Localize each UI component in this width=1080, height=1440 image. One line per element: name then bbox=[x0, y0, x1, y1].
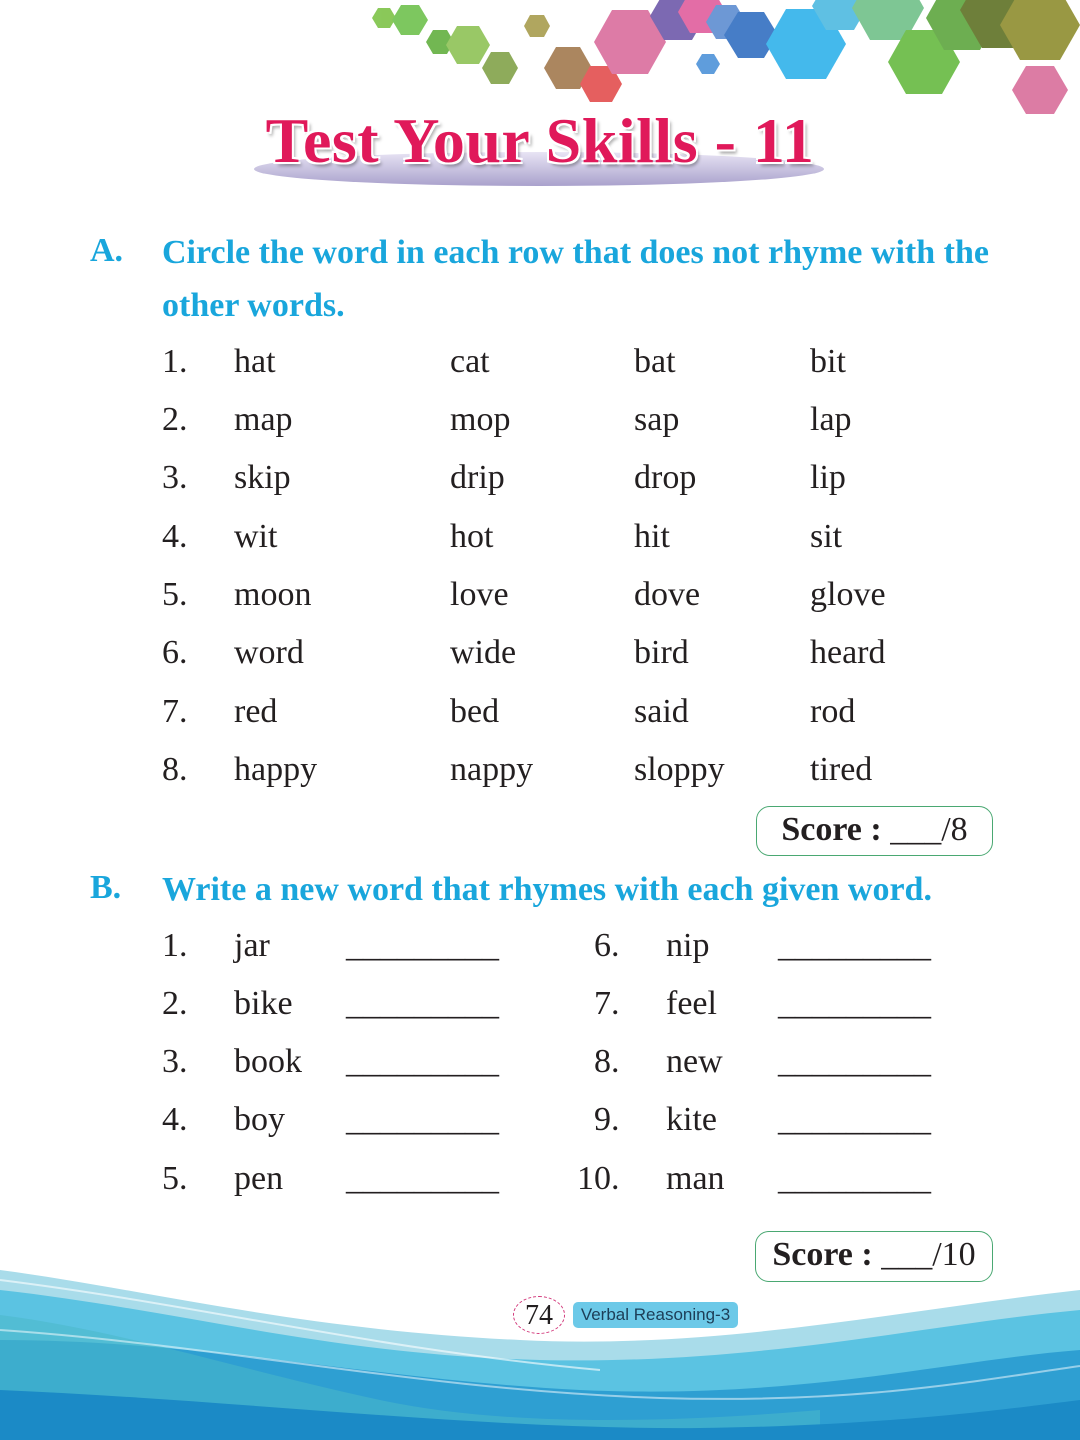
item-word: bike bbox=[234, 985, 293, 1022]
item-word: kite bbox=[666, 1101, 717, 1138]
row-word[interactable]: lip bbox=[810, 459, 846, 496]
row-number: 1. bbox=[162, 343, 188, 380]
row-word[interactable]: hat bbox=[234, 343, 276, 380]
section-a-letter: A. bbox=[90, 232, 124, 269]
row-word[interactable]: moon bbox=[234, 576, 312, 613]
item-word: feel bbox=[666, 985, 717, 1022]
row-number: 7. bbox=[162, 693, 188, 730]
row-number: 3. bbox=[162, 459, 188, 496]
row-word[interactable]: glove bbox=[810, 576, 886, 613]
row-word[interactable]: drop bbox=[634, 459, 697, 496]
row-word[interactable]: rod bbox=[810, 693, 856, 730]
row-word[interactable]: bit bbox=[810, 343, 846, 380]
row-number: 2. bbox=[162, 401, 188, 438]
row-word[interactable]: wide bbox=[450, 634, 517, 671]
row-word[interactable]: nappy bbox=[450, 751, 534, 788]
row-word[interactable]: skip bbox=[234, 459, 291, 496]
section-a-instruction-line2: other words. bbox=[162, 287, 345, 324]
row-word[interactable]: bird bbox=[634, 634, 689, 671]
answer-blank[interactable]: _________ bbox=[346, 1160, 499, 1197]
row-number: 4. bbox=[162, 518, 188, 555]
score-value[interactable]: ___/8 bbox=[890, 811, 968, 848]
score-label: Score : bbox=[772, 1236, 873, 1273]
row-word[interactable]: red bbox=[234, 693, 278, 730]
book-title-tag: Verbal Reasoning-3 bbox=[573, 1302, 738, 1328]
page-number: 74 bbox=[513, 1296, 565, 1334]
item-word: boy bbox=[234, 1101, 285, 1138]
item-number: 10. bbox=[577, 1160, 620, 1197]
row-word[interactable]: cat bbox=[450, 343, 490, 380]
item-number: 7. bbox=[594, 985, 620, 1022]
row-word[interactable]: happy bbox=[234, 751, 318, 788]
title-banner bbox=[250, 100, 830, 200]
answer-blank[interactable]: _________ bbox=[778, 927, 931, 964]
answer-blank[interactable]: _________ bbox=[778, 1043, 931, 1080]
section-a-score-box bbox=[756, 806, 993, 856]
answer-blank[interactable]: _________ bbox=[346, 1101, 499, 1138]
item-word: man bbox=[666, 1160, 725, 1197]
item-number: 6. bbox=[594, 927, 620, 964]
answer-blank[interactable]: _________ bbox=[346, 927, 499, 964]
row-word[interactable]: mop bbox=[450, 401, 511, 438]
score-value[interactable]: ___/10 bbox=[881, 1236, 976, 1273]
section-a-instruction-line1: Circle the word in each row that does not rhyme with the bbox=[162, 234, 989, 271]
item-number: 3. bbox=[162, 1043, 188, 1080]
item-number: 1. bbox=[162, 927, 188, 964]
section-b-letter: B. bbox=[90, 869, 122, 906]
answer-blank[interactable]: _________ bbox=[778, 1101, 931, 1138]
row-word[interactable]: love bbox=[450, 576, 509, 613]
page-title: Test Your Skills - 11 bbox=[265, 105, 815, 176]
item-number: 5. bbox=[162, 1160, 188, 1197]
row-number: 6. bbox=[162, 634, 188, 671]
item-word: pen bbox=[234, 1160, 284, 1197]
row-word[interactable]: map bbox=[234, 401, 293, 438]
row-word[interactable]: drip bbox=[450, 459, 505, 496]
row-word[interactable]: sloppy bbox=[634, 751, 725, 788]
row-word[interactable]: tired bbox=[810, 751, 873, 788]
row-number: 5. bbox=[162, 576, 188, 613]
row-word[interactable]: wit bbox=[234, 518, 278, 555]
answer-blank[interactable]: _________ bbox=[778, 985, 931, 1022]
row-word[interactable]: hot bbox=[450, 518, 494, 555]
item-word: book bbox=[234, 1043, 302, 1080]
answer-blank[interactable]: _________ bbox=[778, 1160, 931, 1197]
row-number: 8. bbox=[162, 751, 188, 788]
row-word[interactable]: bat bbox=[634, 343, 676, 380]
item-word: jar bbox=[234, 927, 270, 964]
row-word[interactable]: bed bbox=[450, 693, 500, 730]
row-word[interactable]: sap bbox=[634, 401, 680, 438]
item-number: 4. bbox=[162, 1101, 188, 1138]
row-word[interactable]: heard bbox=[810, 634, 886, 671]
row-word[interactable]: said bbox=[634, 693, 689, 730]
row-word[interactable]: hit bbox=[634, 518, 670, 555]
row-word[interactable]: word bbox=[234, 634, 304, 671]
section-a-instruction bbox=[162, 226, 1012, 332]
score-label: Score : bbox=[781, 811, 882, 848]
row-word[interactable]: dove bbox=[634, 576, 701, 613]
item-number: 9. bbox=[594, 1101, 620, 1138]
item-word: nip bbox=[666, 927, 710, 964]
item-number: 8. bbox=[594, 1043, 620, 1080]
answer-blank[interactable]: _________ bbox=[346, 1043, 499, 1080]
answer-blank[interactable]: _________ bbox=[346, 985, 499, 1022]
row-word[interactable]: sit bbox=[810, 518, 843, 555]
row-word[interactable]: lap bbox=[810, 401, 852, 438]
section-b-instruction: Write a new word that rhymes with each given word. bbox=[162, 871, 932, 908]
item-word: new bbox=[666, 1043, 723, 1080]
item-number: 2. bbox=[162, 985, 188, 1022]
